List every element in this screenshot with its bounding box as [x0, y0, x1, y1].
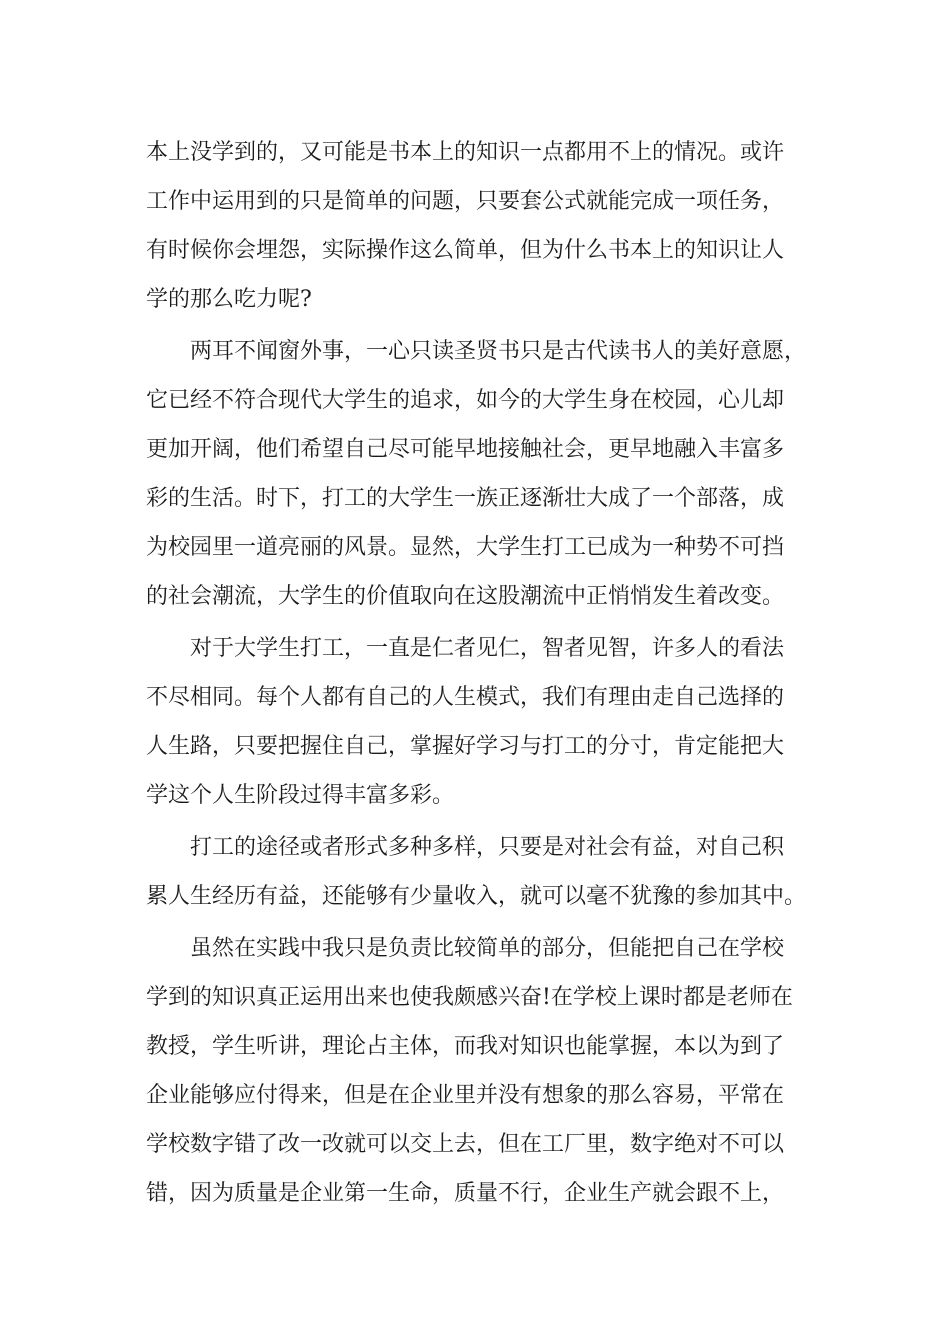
text-line: 学这个人生阶段过得丰富多彩。	[146, 783, 455, 808]
text-line: 累人生经历有益，还能够有少量收入，就可以毫不犹豫的参加其中。	[146, 884, 807, 909]
text-line: 学的那么吃力呢?	[146, 287, 312, 312]
paragraph-start-line: 虽然在实践中我只是负责比较简单的部分，但能把自己在学校	[190, 936, 785, 961]
text-line: 彩的生活。时下，打工的大学生一族正逐渐壮大成了一个部落，成	[146, 486, 785, 511]
text-line: 学到的知识真正运用出来也使我颇感兴奋!在学校上课时都是老师在	[146, 985, 793, 1010]
paragraph-start-line: 两耳不闻窗外事，一心只读圣贤书只是古代读书人的美好意愿，	[190, 339, 807, 364]
text-line: 有时候你会埋怨，实际操作这么简单，但为什么书本上的知识让人	[146, 238, 785, 263]
text-line: 工作中运用到的只是简单的问题，只要套公式就能完成一项任务，	[146, 189, 785, 214]
text-line: 人生路，只要把握住自己，掌握好学习与打工的分寸，肯定能把大	[146, 734, 785, 759]
paragraph-start-line: 对于大学生打工，一直是仁者见仁，智者见智，许多人的看法	[190, 636, 785, 661]
text-line: 不尽相同。每个人都有自己的人生模式，我们有理由走自己选择的	[146, 685, 785, 710]
text-line: 错，因为质量是企业第一生命，质量不行，企业生产就会跟不上，	[146, 1181, 785, 1206]
paragraph-start-line: 打工的途径或者形式多种多样，只要是对社会有益，对自己积	[190, 835, 785, 860]
text-line: 它已经不符合现代大学生的追求，如今的大学生身在校园，心儿却	[146, 388, 785, 413]
text-line: 更加开阔，他们希望自己尽可能早地接触社会，更早地融入丰富多	[146, 437, 785, 462]
text-line: 为校园里一道亮丽的风景。显然，大学生打工已成为一种势不可挡	[146, 535, 785, 560]
text-line: 企业能够应付得来，但是在企业里并没有想象的那么容易，平常在	[146, 1083, 785, 1108]
text-line: 教授，学生听讲，理论占主体，而我对知识也能掌握，本以为到了	[146, 1034, 785, 1059]
text-line: 本上没学到的，又可能是书本上的知识一点都用不上的情况。或许	[146, 140, 785, 165]
text-line: 的社会潮流，大学生的价值取向在这股潮流中正悄悄发生着改变。	[146, 584, 785, 609]
text-line: 学校数字错了改一改就可以交上去，但在工厂里，数字绝对不可以	[146, 1132, 785, 1157]
